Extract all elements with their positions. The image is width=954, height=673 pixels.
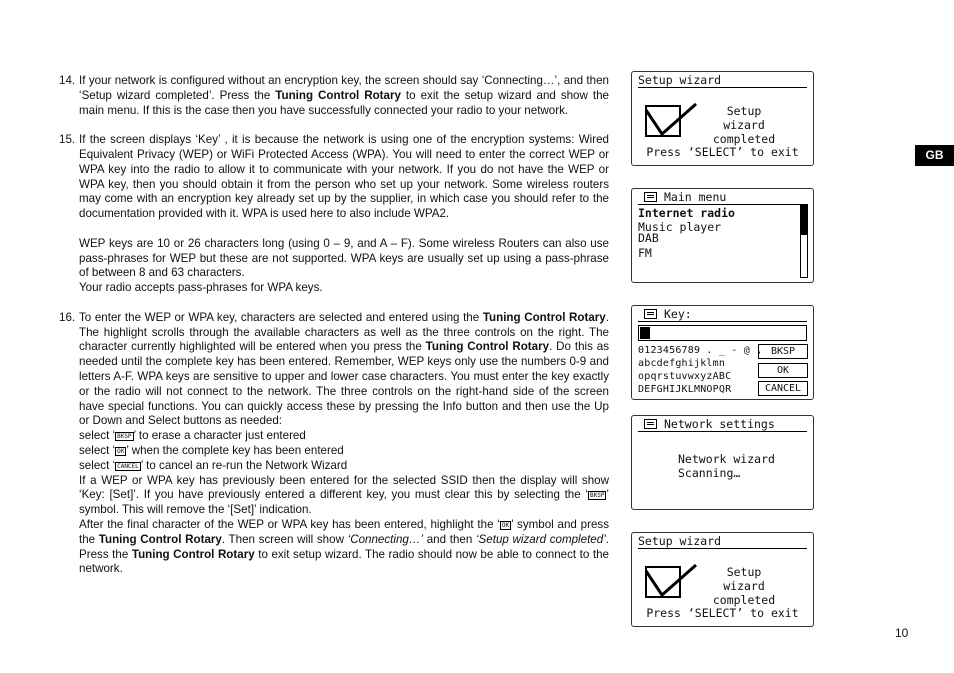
text-cursor bbox=[640, 327, 650, 339]
char-row[interactable]: abcdefghijklmn bbox=[638, 358, 726, 369]
bold-text: Tuning Control Rotary bbox=[98, 532, 222, 546]
menu-item-dab[interactable]: DAB bbox=[638, 231, 659, 245]
menu-item-music-player[interactable]: Music player bbox=[638, 220, 722, 234]
text: To enter the WEP or WPA key, characters are selected and entered using the bbox=[79, 310, 483, 324]
ok-icon: OK bbox=[501, 521, 510, 529]
text: ’ symbol. This will remove the ‘[Set]’ indication. bbox=[79, 488, 609, 517]
text: . Then screen will show bbox=[221, 532, 348, 546]
select-ok-line bbox=[59, 444, 609, 459]
italic-text: ‘Setup wizard completed’ bbox=[475, 532, 606, 546]
char-row[interactable]: DEFGHIJKLMNOPQR bbox=[638, 384, 732, 395]
step-14 bbox=[59, 74, 609, 118]
setup-wizard-completed-screen bbox=[631, 71, 814, 166]
bold-text: Tuning Control Rotary bbox=[275, 88, 401, 102]
main-menu-screen bbox=[631, 188, 814, 283]
completed-message bbox=[704, 565, 784, 607]
text: select ‘ bbox=[79, 429, 116, 443]
setup-wizard-completed-screen-2 bbox=[631, 532, 814, 627]
cancel-icon: CANCEL bbox=[117, 462, 139, 470]
menu-icon bbox=[644, 192, 657, 202]
menu-icon bbox=[644, 309, 657, 319]
text: . Do this as needed until the complete key has been entered. Remember, WEP keys only use the numbers 0-9 and letters A-F. WPA keys are sensitive to upper and lower case characters. You must enter the key exactly or the radio will not connect to the network. The three controls on the right-hand side of the screen have special functions. You can quickly access these by pressing the Info button and then use the Up or Down and Select buttons as needed: bbox=[79, 340, 609, 428]
screen-title bbox=[638, 534, 807, 549]
text: to exit the setup wizard and show the main menu. If this is the case then you have successfully connected your radio to your network. bbox=[79, 88, 609, 117]
text: select ‘ bbox=[79, 458, 116, 472]
text: If your network is configured without an encryption key, the screen should say ‘Connecting…’, and then ‘Setup wizard completed’. Press the bbox=[79, 74, 609, 102]
text: to exit setup wizard. The radio should now be able to connect to the network. bbox=[79, 547, 610, 576]
message-line: Setup wizard bbox=[723, 565, 765, 593]
menu-icon bbox=[644, 419, 657, 429]
step-number: 16. bbox=[59, 310, 76, 324]
checkmark-icon bbox=[644, 102, 700, 138]
step-body bbox=[79, 311, 609, 429]
screen-title bbox=[638, 417, 807, 432]
step-number: 14. bbox=[59, 74, 76, 87]
text: ’ to cancel an re-run the Network Wizard bbox=[140, 458, 348, 472]
bold-text: Tuning Control Rotary bbox=[425, 340, 550, 354]
text: and then bbox=[423, 532, 476, 546]
key-input[interactable] bbox=[638, 325, 807, 341]
bold-text: Tuning Control Rotary bbox=[482, 310, 606, 324]
italic-text: ‘Connecting…’ bbox=[347, 532, 424, 546]
wep-keys-paragraph: WEP keys are 10 or 26 characters long (using 0 – 9, and A – F). Some wireless Routers can also use pass-phrases for WEP but these are not supported. WPA keys are usually set up using a pass-phrase of between 8 and 63 characters. bbox=[79, 236, 609, 280]
instructions-text bbox=[59, 74, 609, 577]
message-line: completed bbox=[712, 593, 776, 607]
text: select ‘ bbox=[79, 443, 116, 457]
menu-item-fm[interactable]: FM bbox=[638, 246, 652, 260]
step-number: 15. bbox=[59, 133, 76, 147]
step-16 bbox=[59, 311, 609, 429]
step-body bbox=[79, 74, 609, 118]
message-line: Network wizard bbox=[678, 452, 775, 466]
scrollbar[interactable] bbox=[800, 204, 808, 278]
page-number: 10 bbox=[895, 626, 909, 640]
message-line: Scanning… bbox=[678, 466, 741, 480]
ok-button[interactable]: OK bbox=[758, 363, 808, 378]
bksp-icon: BKSP bbox=[589, 492, 605, 500]
checkmark-icon bbox=[644, 563, 700, 599]
key-entry-screen bbox=[631, 305, 814, 400]
text: . Press the bbox=[79, 532, 610, 561]
text: ’ when the complete key has been entered bbox=[126, 443, 344, 457]
screen-title-text: Key: bbox=[664, 307, 692, 321]
final-character-paragraph bbox=[59, 518, 609, 577]
select-cancel-line bbox=[59, 459, 609, 474]
language-tab: GB bbox=[915, 145, 954, 166]
bold-text: Tuning Control Rotary bbox=[131, 547, 255, 561]
ok-icon: OK bbox=[117, 447, 125, 455]
message-line: completed bbox=[712, 132, 776, 146]
screen-title bbox=[638, 307, 807, 322]
menu-item-internet-radio[interactable]: Internet radio bbox=[638, 206, 735, 220]
screen-title-text: Main menu bbox=[664, 190, 727, 204]
screen-title bbox=[638, 190, 807, 205]
step-body: If the screen displays ‘Key’ , it is because the network is using one of the encryption systems: Wired Equivalent Privacy (WEP) or WiFi Protected Access (WPA). You will need to enter the correct WEP or WPA key into the radio to allow it to communicate with your network. If you do not have the WEP or WPA key, then you should obtain it from the person who set up your network. Some wireless routers may come with an encryption key already set up by the supplier, in which case you should refer to the documentation provided with it. WPA is used here to also include WPA2. bbox=[79, 133, 609, 221]
text: If a WEP or WPA key has previously been entered for the selected SSID then the display will show ‘Key: [Set]’. If you have previously entered a different key, you must clear this by selecting the ‘ bbox=[79, 473, 609, 502]
cancel-button[interactable]: CANCEL bbox=[758, 381, 808, 396]
text: . The highlight scrolls through the available characters as well as the three controls on the right. The character currently highlighted will be entered when you press the bbox=[79, 310, 609, 354]
bksp-button[interactable]: BKSP bbox=[758, 344, 808, 359]
screen-title-text: Setup wizard bbox=[638, 534, 722, 548]
press-select-hint: Press ‘SELECT’ to exit bbox=[646, 145, 799, 159]
menu-list bbox=[638, 206, 735, 260]
char-row[interactable]: opqrstuvwxyzABC bbox=[638, 371, 732, 382]
screen-title bbox=[638, 73, 807, 88]
text: ’ symbol and press the bbox=[79, 517, 609, 546]
bksp-icon: BKSP bbox=[117, 433, 132, 441]
select-bksp-line bbox=[59, 429, 609, 444]
text: After the final character of the WEP or WPA key has been entered, highlight the ‘ bbox=[79, 517, 500, 531]
scanning-message bbox=[678, 452, 775, 480]
message-line: Setup wizard bbox=[723, 104, 765, 132]
network-settings-screen bbox=[631, 415, 814, 510]
step-15 bbox=[59, 133, 609, 222]
pass-phrase-paragraph: Your radio accepts pass-phrases for WPA keys. bbox=[79, 281, 323, 295]
screen-title-text: Network settings bbox=[664, 417, 775, 431]
text: ’ to erase a character just entered bbox=[133, 429, 306, 443]
press-select-hint: Press ‘SELECT’ to exit bbox=[646, 606, 799, 620]
key-set-paragraph bbox=[59, 474, 609, 518]
completed-message bbox=[704, 104, 784, 146]
char-row[interactable]: 0123456789 . _ - @ , bbox=[638, 345, 763, 356]
scrollbar-thumb[interactable] bbox=[801, 205, 807, 235]
screen-title-text: Setup wizard bbox=[638, 73, 722, 87]
character-grid[interactable] bbox=[638, 344, 762, 396]
